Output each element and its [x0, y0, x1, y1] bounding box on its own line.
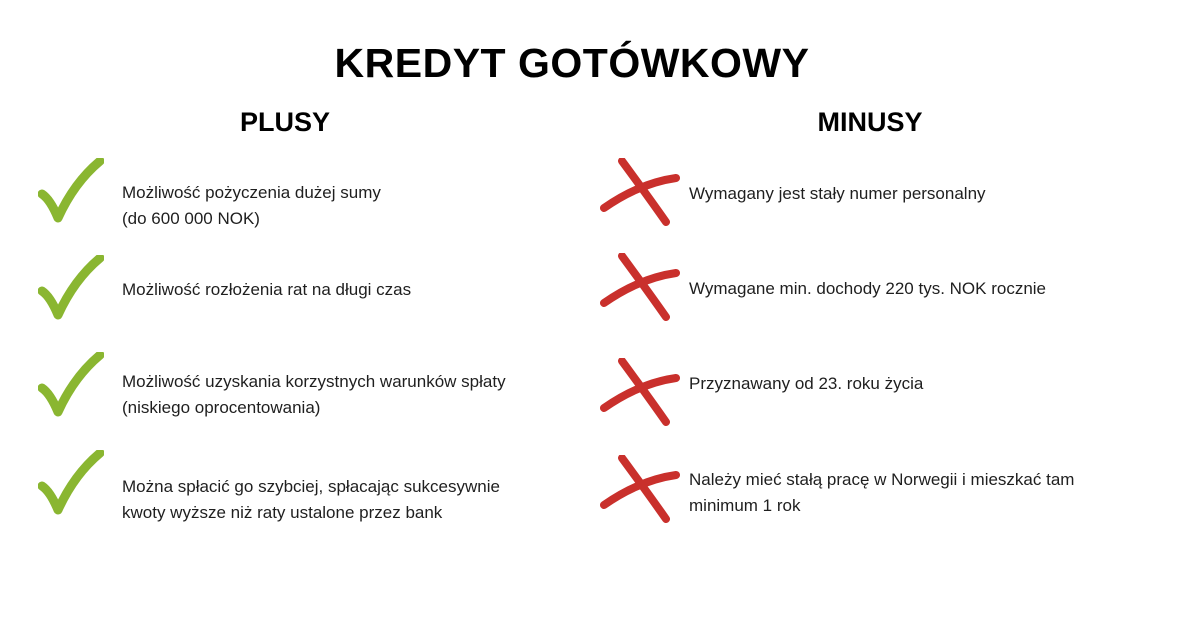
minus-heading: MINUSY — [817, 107, 923, 137]
page-title: KREDYT GOTÓWKOWY — [334, 40, 810, 86]
plus-heading: PLUSY — [239, 107, 331, 137]
minus-item-line-2: minimum 1 rok — [689, 496, 801, 515]
check-icon — [38, 450, 104, 518]
check-icon — [38, 158, 104, 226]
plus-item-line-1: Można spłacić go szybciej, spłacając sukcesywnie — [122, 477, 500, 496]
cross-icon — [600, 358, 680, 426]
cross-icon — [600, 455, 680, 523]
minus-item-line-1: Wymagane min. dochody 220 tys. NOK rocznie — [689, 279, 1047, 298]
plus-item-line-2: (do 600 000 NOK) — [122, 209, 260, 228]
check-icon — [38, 352, 104, 420]
plus-item-line-1: Możliwość uzyskania korzystnych warunków spłaty — [122, 372, 506, 391]
minus-item-line-1: Przyznawany od 23. roku życia — [689, 374, 924, 393]
plus-item-line-1: Możliwość pożyczenia dużej sumy — [122, 183, 381, 202]
plus-item-line-2: (niskiego oprocentowania) — [122, 398, 321, 417]
plus-item-line-1: Możliwość rozłożenia rat na długi czas — [122, 280, 412, 299]
minus-item-line-1: Należy mieć stałą pracę w Norwegii i mieszkać tam — [689, 470, 1075, 489]
check-icon — [38, 255, 104, 323]
plus-item-line-2: kwoty wyższe niż raty ustalone przez bank — [122, 503, 443, 522]
minus-item-line-1: Wymagany jest stały numer personalny — [689, 184, 986, 203]
cross-icon — [600, 253, 680, 321]
cross-icon — [600, 158, 680, 226]
